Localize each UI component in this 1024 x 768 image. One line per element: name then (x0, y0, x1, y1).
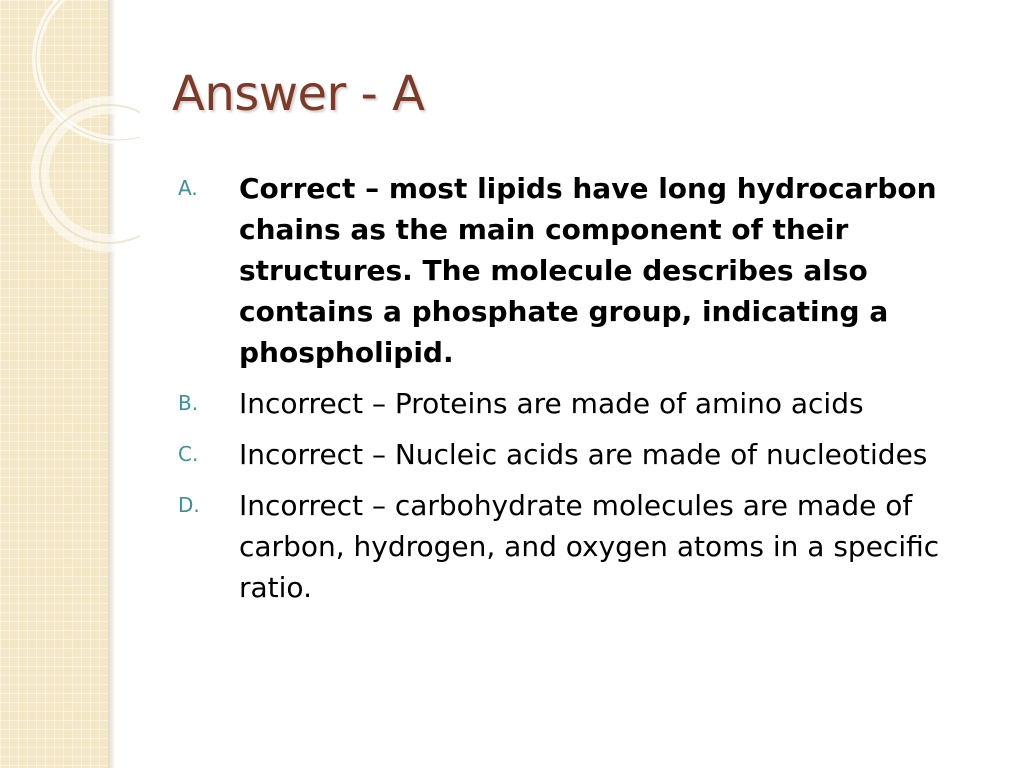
answer-text-a: Correct – most lipids have long hydrocarbon chains as the main component of their structures. The molecule describes also contains a phosphate group, indicating a phospholipid. (239, 172, 937, 369)
answer-text-c: Incorrect – Nucleic acids are made of nucleotides (239, 438, 928, 471)
answer-marker-d: D. (178, 493, 200, 517)
answer-text-b: Incorrect – Proteins are made of amino acids (239, 387, 864, 420)
decorative-ring-art (0, 0, 140, 260)
large-ring-icon (36, 0, 140, 140)
answer-item-a (178, 168, 1008, 373)
slide-title: Answer - A (172, 66, 425, 122)
answer-marker-b: B. (178, 391, 199, 415)
small-ring-icon (40, 105, 140, 243)
answer-text-d: Incorrect – carbohydrate molecules are made of carbon, hydrogen, and oxygen atoms in a specific ratio. (239, 489, 940, 604)
answer-item-c (178, 434, 1008, 475)
answer-list (178, 168, 1008, 618)
answer-marker-a: A. (178, 176, 198, 200)
answer-item-d (178, 485, 1008, 608)
answer-item-b (178, 383, 1008, 424)
answer-marker-c: C. (178, 442, 199, 466)
